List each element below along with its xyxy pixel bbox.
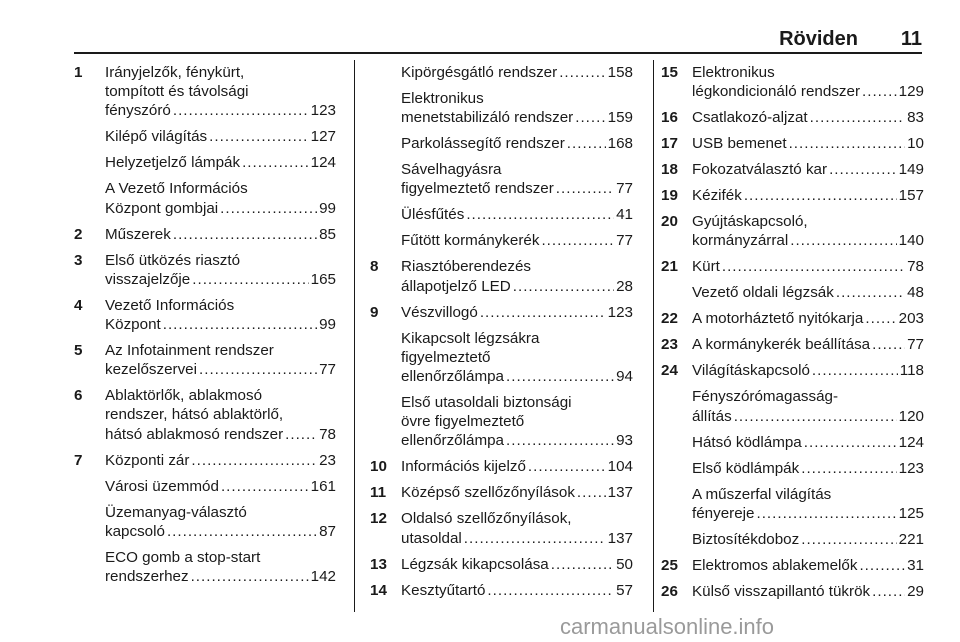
page-reference: 129 <box>898 83 924 101</box>
entry-label: menetstabilizáló rendszer <box>401 109 574 127</box>
entry-label: ellenőrzőlámpa <box>401 368 504 386</box>
page-reference: 77 <box>319 361 336 379</box>
leader-dots <box>191 567 309 586</box>
entry-label: kormányzárral <box>692 232 789 250</box>
leader-dots <box>790 231 896 250</box>
entry-label: Riasztóberendezés <box>401 258 532 276</box>
page-reference: 78 <box>319 425 336 443</box>
leader-dots <box>220 199 317 218</box>
entry-label: USB bemenet <box>692 135 787 153</box>
leader-dots <box>528 457 606 476</box>
page-reference: 142 <box>310 568 336 586</box>
entry-label: Az Infotainment rendszer <box>105 342 274 360</box>
page-reference: 120 <box>898 407 924 425</box>
entry-label: Kipörgésgátló rendszer <box>401 64 558 81</box>
header-rule <box>74 52 922 54</box>
item-number: 11 <box>370 484 387 502</box>
entry-label: A Vezető Információs <box>105 180 248 198</box>
leader-dots <box>734 407 897 426</box>
entry-label: Kilépő világítás <box>105 128 208 146</box>
page-reference: 99 <box>319 316 336 334</box>
index-entry <box>370 63 633 82</box>
item-number: 9 <box>370 303 379 321</box>
index-column-1 <box>74 63 336 593</box>
index-entry <box>661 361 924 380</box>
page-reference: 157 <box>898 187 924 205</box>
item-number: 14 <box>370 581 387 599</box>
leader-dots <box>551 555 614 574</box>
page-reference: 94 <box>616 368 633 386</box>
index-entry <box>370 509 633 547</box>
page-reference: 99 <box>319 199 336 217</box>
item-number: 6 <box>74 387 83 405</box>
entry-label: Elektronikus <box>692 64 775 81</box>
index-entry <box>370 483 633 502</box>
index-entry <box>661 485 924 523</box>
index-entry <box>661 335 924 354</box>
page-reference: 159 <box>607 109 633 127</box>
page-reference: 118 <box>899 362 924 380</box>
leader-dots <box>556 179 614 198</box>
leader-dots <box>829 160 897 179</box>
page-reference: 87 <box>319 522 336 540</box>
page-reference: 123 <box>607 303 633 321</box>
leader-dots <box>801 530 896 549</box>
index-entry <box>661 257 924 276</box>
item-number: 22 <box>661 310 678 328</box>
page-reference: 140 <box>898 232 924 250</box>
leader-dots <box>173 225 317 244</box>
item-number: 26 <box>661 582 678 600</box>
leader-dots <box>506 367 614 386</box>
index-entry <box>370 134 633 153</box>
item-number: 3 <box>74 251 83 269</box>
page-reference: 57 <box>616 581 633 599</box>
page-reference: 77 <box>907 336 924 354</box>
page-reference: 123 <box>898 459 924 477</box>
leader-dots <box>466 205 614 224</box>
item-number: 15 <box>661 64 678 81</box>
item-number: 2 <box>74 225 83 243</box>
entry-label: Információs kijelző <box>401 458 526 476</box>
entry-label: figyelmeztető <box>401 348 491 366</box>
entry-label: Sávelhagyásra <box>401 161 502 179</box>
entry-label: Elektronikus <box>401 90 484 107</box>
entry-label: A motorháztető nyitókarja <box>692 310 864 328</box>
page-reference: 221 <box>898 530 924 548</box>
item-number: 7 <box>74 451 83 469</box>
entry-label: hátsó ablakmosó rendszer <box>105 425 284 443</box>
entry-label: Hátsó ködlámpa <box>692 433 802 451</box>
index-entry <box>661 387 924 425</box>
entry-label: Parkolássegítő rendszer <box>401 135 565 153</box>
index-entry <box>661 582 924 601</box>
leader-dots <box>804 433 897 452</box>
leader-dots <box>464 529 606 548</box>
page-reference: 23 <box>319 451 336 469</box>
entry-label: fényereje <box>692 504 755 522</box>
item-number: 25 <box>661 556 678 574</box>
index-entry <box>74 251 336 289</box>
page-number: 11 <box>900 28 922 50</box>
index-entry <box>661 459 924 478</box>
page-reference: 125 <box>898 504 924 522</box>
item-number: 12 <box>370 510 387 528</box>
index-entry <box>74 451 336 470</box>
entry-label: Kézifék <box>692 187 742 205</box>
page-reference: 77 <box>616 180 633 198</box>
entry-label: Irányjelzők, fénykürt, <box>105 64 245 81</box>
page-reference: 28 <box>616 277 633 295</box>
entry-label: Fényszórómagasság- <box>692 388 839 406</box>
entry-label: Első ütközés riasztó <box>105 251 241 269</box>
index-entry <box>370 303 633 322</box>
entry-label: Fokozatválasztó kar <box>692 161 828 179</box>
entry-label: Csatlakozó-aljzat <box>692 109 808 127</box>
index-entry <box>74 296 336 334</box>
index-entry <box>370 329 633 387</box>
index-entry <box>661 283 924 302</box>
index-entry <box>661 160 924 179</box>
page-reference: 124 <box>898 433 924 451</box>
index-entry <box>661 186 924 205</box>
page-reference: 168 <box>607 135 633 153</box>
page-reference: 50 <box>616 555 633 573</box>
page-reference: 158 <box>607 64 633 81</box>
entry-label: Külső visszapillantó tükrök <box>692 582 871 600</box>
leader-dots <box>173 101 309 120</box>
index-entry <box>661 556 924 575</box>
item-number: 20 <box>661 213 678 231</box>
leader-dots <box>862 82 897 101</box>
index-column-3 <box>661 63 924 608</box>
page-reference: 48 <box>907 284 924 302</box>
entry-label: Üzemanyag-választó <box>105 503 247 521</box>
index-entry <box>370 581 633 600</box>
index-entry <box>74 63 336 121</box>
index-entry <box>74 179 336 217</box>
index-entry <box>370 257 633 295</box>
entry-label: rendszer, hátsó ablaktörlő, <box>105 406 284 424</box>
entry-label: övre figyelmeztető <box>401 413 525 431</box>
leader-dots <box>209 127 309 146</box>
index-entry <box>661 63 924 101</box>
leader-dots <box>167 522 317 541</box>
item-number: 21 <box>661 258 678 276</box>
entry-label: tompított és távolsági <box>105 83 249 101</box>
entry-label: Fűtött kormánykerék <box>401 232 540 250</box>
leader-dots <box>506 431 614 450</box>
page-reference: 104 <box>607 458 633 476</box>
leader-dots <box>577 483 606 502</box>
entry-label: Vezető Információs <box>105 296 235 314</box>
entry-label: Kikapcsolt légzsákra <box>401 329 540 347</box>
page-header <box>74 24 922 52</box>
column-divider <box>354 60 355 612</box>
leader-dots <box>872 582 905 601</box>
entry-label: Kesztyűtartó <box>401 581 486 599</box>
entry-label: légkondicionáló rendszer <box>692 83 861 101</box>
index-entry <box>74 127 336 146</box>
index-column-2 <box>370 63 633 607</box>
index-entry <box>661 108 924 127</box>
entry-label: állítás <box>692 407 732 425</box>
item-number: 13 <box>370 555 387 573</box>
entry-label: Műszerek <box>105 225 171 243</box>
index-entry <box>74 548 336 586</box>
index-entry <box>661 309 924 328</box>
leader-dots <box>789 134 906 153</box>
item-number: 10 <box>370 458 387 476</box>
page-reference: 149 <box>898 161 924 179</box>
entry-label: Első utasoldali biztonsági <box>401 394 572 412</box>
index-entry <box>74 153 336 172</box>
leader-dots <box>192 270 308 289</box>
entry-label: Helyzetjelző lámpák <box>105 154 241 172</box>
leader-dots <box>163 315 317 334</box>
entry-label: utasoldal <box>401 529 462 547</box>
entry-label: A műszerfal világítás <box>692 485 832 503</box>
index-entry <box>74 386 336 444</box>
leader-dots <box>541 231 614 250</box>
entry-label: kapcsoló <box>105 522 165 540</box>
page-reference: 31 <box>907 556 924 574</box>
entry-label: visszajelzője <box>105 270 191 288</box>
index-entry <box>74 477 336 496</box>
entry-label: Vezető oldali légzsák <box>692 284 834 302</box>
leader-dots <box>480 303 606 322</box>
page-reference: 10 <box>907 135 924 153</box>
leader-dots <box>567 134 606 153</box>
leader-dots <box>221 477 309 496</box>
index-entry <box>370 457 633 476</box>
index-entry <box>370 205 633 224</box>
entry-label: fényszóró <box>105 102 171 120</box>
column-divider <box>653 60 654 612</box>
watermark: carmanualsonline.info <box>560 614 775 639</box>
leader-dots <box>859 556 905 575</box>
item-number: 1 <box>74 64 83 81</box>
page-reference: 161 <box>310 477 336 495</box>
entry-label: A kormánykerék beállítása <box>692 336 871 354</box>
item-number: 16 <box>661 109 678 127</box>
page-reference: 123 <box>310 102 336 120</box>
entry-label: állapotjelző LED <box>401 277 511 295</box>
item-number: 19 <box>661 187 678 205</box>
leader-dots <box>513 277 614 296</box>
entry-label: ellenőrzőlámpa <box>401 432 504 450</box>
leader-dots <box>242 153 309 172</box>
index-entry <box>370 160 633 198</box>
leader-dots <box>872 335 905 354</box>
page-reference: 93 <box>616 432 633 450</box>
entry-label: Városi üzemmód <box>105 477 219 495</box>
leader-dots <box>744 186 897 205</box>
page-reference: 78 <box>907 258 924 276</box>
leader-dots <box>559 63 605 82</box>
index-entry <box>661 134 924 153</box>
page-reference: 137 <box>607 484 633 502</box>
index-entry <box>74 503 336 541</box>
entry-label: ECO gomb a stop-start <box>105 548 261 566</box>
entry-label: Világításkapcsoló <box>692 362 810 380</box>
leader-dots <box>812 361 898 380</box>
index-entry <box>370 555 633 574</box>
leader-dots <box>199 360 317 379</box>
page-reference: 85 <box>319 225 336 243</box>
entry-label: Elektromos ablakemelők <box>692 556 858 574</box>
page-reference: 127 <box>310 128 336 146</box>
page-reference: 41 <box>616 206 633 224</box>
entry-label: figyelmeztető rendszer <box>401 180 554 198</box>
section-title: Röviden <box>779 28 858 50</box>
item-number: 18 <box>661 161 678 179</box>
entry-label: Ablaktörlők, ablakmosó <box>105 387 263 405</box>
leader-dots <box>722 257 905 276</box>
item-number: 17 <box>661 135 678 153</box>
leader-dots <box>801 459 896 478</box>
item-number: 8 <box>370 258 379 276</box>
page-reference: 83 <box>907 109 924 127</box>
item-number: 4 <box>74 296 83 314</box>
index-entry <box>661 433 924 452</box>
entry-label: Biztosítékdoboz <box>692 530 800 548</box>
leader-dots <box>836 283 905 302</box>
leader-dots <box>191 451 317 470</box>
index-entry <box>74 225 336 244</box>
index-entry <box>661 212 924 250</box>
entry-label: rendszerhez <box>105 568 189 586</box>
entry-label: Központi zár <box>105 451 190 469</box>
leader-dots <box>810 108 905 127</box>
entry-label: Központ <box>105 316 161 334</box>
entry-label: Középső szellőzőnyílások <box>401 484 575 502</box>
item-number: 5 <box>74 342 83 360</box>
entry-label: Központ gombjai <box>105 199 219 217</box>
entry-label: Oldalsó szellőzőnyílások, <box>401 510 572 528</box>
leader-dots <box>865 309 896 328</box>
page-reference: 77 <box>616 232 633 250</box>
index-entry <box>74 341 336 379</box>
leader-dots <box>487 581 614 600</box>
index-entry <box>370 231 633 250</box>
page-reference: 203 <box>898 310 924 328</box>
page-reference: 124 <box>310 154 336 172</box>
entry-label: kezelőszervei <box>105 361 198 379</box>
index-entry <box>661 530 924 549</box>
page-reference: 29 <box>907 582 924 600</box>
leader-dots <box>756 504 896 523</box>
entry-label: Kürt <box>692 258 720 276</box>
entry-label: Gyújtáskapcsoló, <box>692 213 808 231</box>
index-entry <box>370 89 633 127</box>
page-reference: 137 <box>607 529 633 547</box>
entry-label: Vészvillogó <box>401 303 478 321</box>
item-number: 24 <box>661 362 678 380</box>
item-number: 23 <box>661 336 678 354</box>
leader-dots <box>285 425 317 444</box>
page-reference: 165 <box>310 270 336 288</box>
leader-dots <box>575 108 605 127</box>
entry-label: Első ködlámpák <box>692 459 800 477</box>
entry-label: Ülésfűtés <box>401 206 465 224</box>
entry-label: Légzsák kikapcsolása <box>401 555 549 573</box>
index-entry <box>370 393 633 451</box>
